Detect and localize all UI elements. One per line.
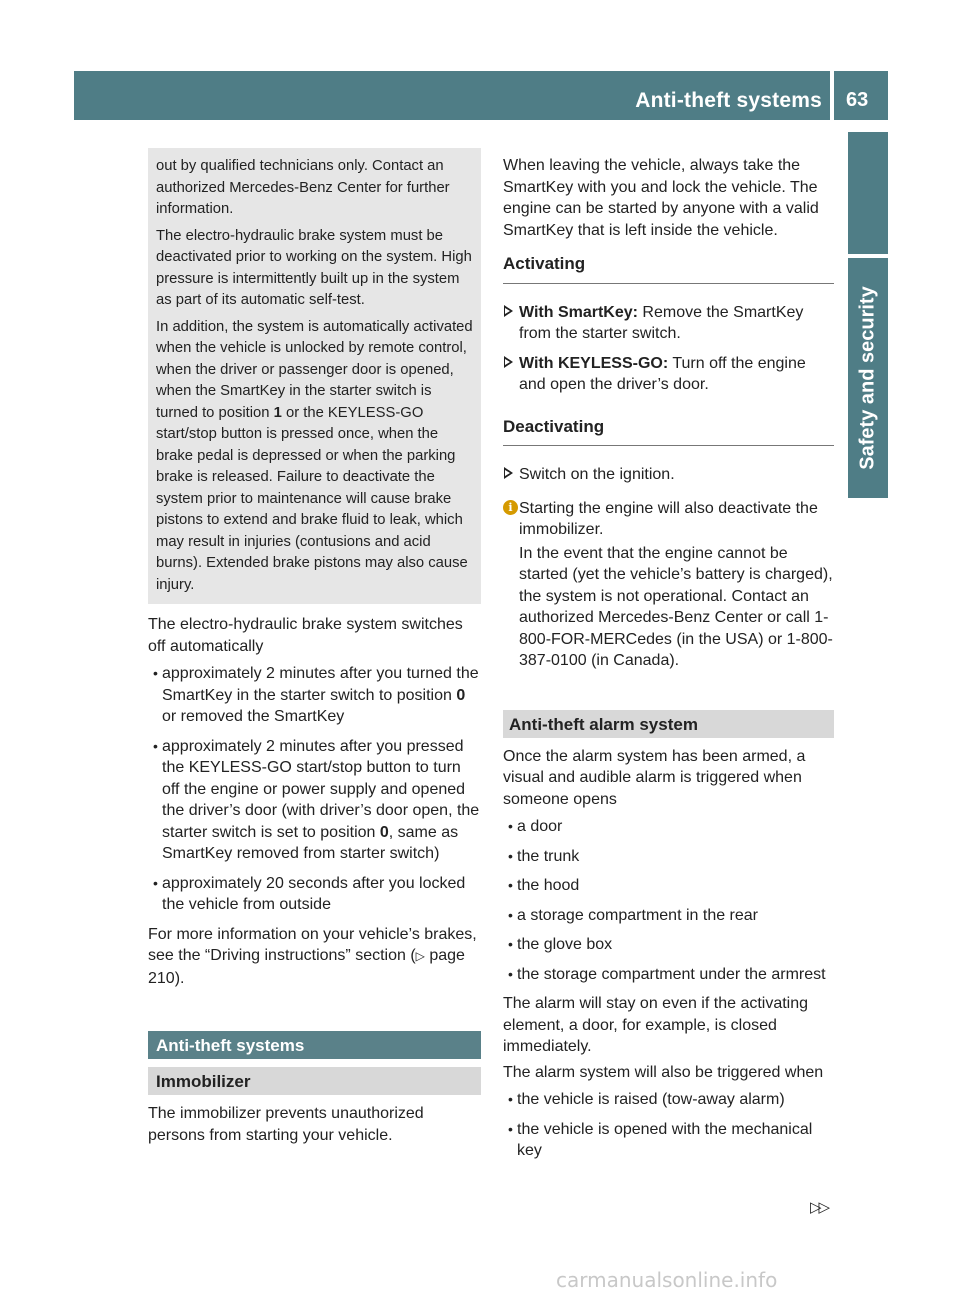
list-item: • approximately 20 seconds after you locked the vehicle from outside <box>148 873 481 916</box>
immobilizer-text: The immobilizer prevents unauthorized persons from starting your vehicle. <box>148 1105 424 1144</box>
info-note <box>503 498 834 672</box>
section-heading-anti-theft: Anti-theft systems <box>148 1031 481 1059</box>
alarm-intro: Once the alarm system has been armed, a visual and audible alarm is triggered when someone opens <box>503 747 806 808</box>
list-item: • the vehicle is opened with the mechanical key <box>503 1119 834 1162</box>
more-info-paragraph <box>148 924 481 990</box>
step-text: Switch on the ignition. <box>519 466 675 483</box>
position-number: 1 <box>273 404 282 421</box>
subsection-heading-immobilizer: Immobilizer <box>148 1067 481 1095</box>
continue-arrows-icon: ▷▷ <box>810 1199 828 1216</box>
info-paragraph: In the event that the engine cannot be started (yet the vehicle’s battery is charged), the system is not operational. Contact an authorized Mercedes-Benz Center or call 1-800-FOR-MERCedes (in the USA) or 1-800-387-0100 (in Canada). <box>519 544 833 669</box>
activating-heading: Activating <box>503 253 834 284</box>
step-label: With SmartKey: <box>519 303 638 321</box>
step-item <box>503 464 834 486</box>
info-paragraph: Starting the engine will also deactivate the immobilizer. <box>519 499 818 538</box>
text-run: , same as SmartKey removed from starter switch) <box>162 823 459 862</box>
deactivating-heading: Deactivating <box>503 416 834 447</box>
alarm-stay: The alarm will stay on even if the activating element, a door, for example, is closed immediately. <box>503 995 809 1055</box>
page-title: Anti-theft systems <box>635 89 822 112</box>
step-arrow-icon <box>504 305 513 317</box>
step-text: Remove the SmartKey from the starter switch. <box>519 303 804 342</box>
warning-paragraph: The electro-hydraulic brake system must be deactivated prior to working on the system. High pressure is intermittently built up in the system as part of its automatic self-test. <box>156 227 472 308</box>
list-item: • the trunk <box>503 846 834 868</box>
info-icon: i <box>503 500 518 515</box>
text-run: For more information on your vehicle’s brakes, see the “Driving instructions” section ( <box>148 925 477 964</box>
text-run: or removed the SmartKey <box>162 708 345 725</box>
step-item <box>503 302 834 345</box>
list-item: • a door <box>503 816 834 838</box>
alarm-also-list <box>503 1089 834 1162</box>
step-text: Turn off the engine and open the driver’s door. <box>519 354 806 393</box>
list-item: • the storage compartment under the armrest <box>503 964 834 986</box>
position-number: 0 <box>379 823 389 841</box>
step-arrow-icon <box>504 467 513 479</box>
list-item: • the vehicle is raised (tow-away alarm) <box>503 1089 834 1111</box>
list-item <box>148 663 481 728</box>
step-arrow-icon <box>504 356 513 368</box>
page-number: 63 <box>846 89 869 111</box>
text-run: In addition, the system is automatically activated when the vehicle is unlocked by remote control, when the driver or passenger door is opened, when the SmartKey in the starter switch is turned to position <box>156 318 473 421</box>
warning-paragraph: out by qualified technicians only. Contact an authorized Mercedes-Benz Center for further information. <box>156 158 450 217</box>
text-run: approximately 2 minutes after you turned the SmartKey in the starter switch to position <box>162 665 479 704</box>
text-run: or the KEYLESS-GO start/stop button is pressed once, when the brake pedal is depressed or when the parking brake is released. Failure to deactivate the system prior to maintenance will cause brake pistons to extend and brake fluid to leak, which may result in injuries (contusions and acid burns). Extended brake pistons may also cause injury. <box>156 404 468 593</box>
right-column <box>503 155 834 1170</box>
alarm-also: The alarm system will also be triggered when <box>503 1063 824 1081</box>
list-item <box>148 736 481 865</box>
side-tab-label: Safety and security <box>856 286 879 470</box>
activating-steps <box>503 302 834 396</box>
step-item <box>503 353 834 396</box>
auto-off-intro: The electro-hydraulic brake system switches off automatically <box>148 616 463 655</box>
position-number: 0 <box>456 686 466 704</box>
warning-paragraph <box>156 317 473 597</box>
list-item: • a storage compartment in the rear <box>503 905 834 927</box>
leaving-text: When leaving the vehicle, always take the SmartKey with you and lock the vehicle. The engine can be started by anyone with a valid SmartKey that is left inside the vehicle. <box>503 157 819 239</box>
warning-box <box>148 148 481 604</box>
auto-off-list <box>148 663 481 916</box>
list-item: • the glove box <box>503 934 834 956</box>
list-item: • the hood <box>503 875 834 897</box>
deactivating-steps <box>503 464 834 486</box>
step-label: With KEYLESS-GO: <box>519 354 669 372</box>
section-heading-alarm: Anti-theft alarm system <box>503 710 834 738</box>
page-ref-arrow-icon: ▷ <box>415 949 425 963</box>
side-tab-top <box>848 132 888 254</box>
left-column <box>148 148 481 1150</box>
alarm-list <box>503 816 834 985</box>
text-run: approximately 2 minutes after you pressed the KEYLESS-GO start/stop button to turn off the engine or power supply and opened the driver’s door (with driver’s door open, the starter switch is set to position <box>162 737 480 841</box>
watermark: carmanualsonline.info <box>556 1268 778 1292</box>
page-ref-link[interactable]: page 210). <box>148 947 465 987</box>
